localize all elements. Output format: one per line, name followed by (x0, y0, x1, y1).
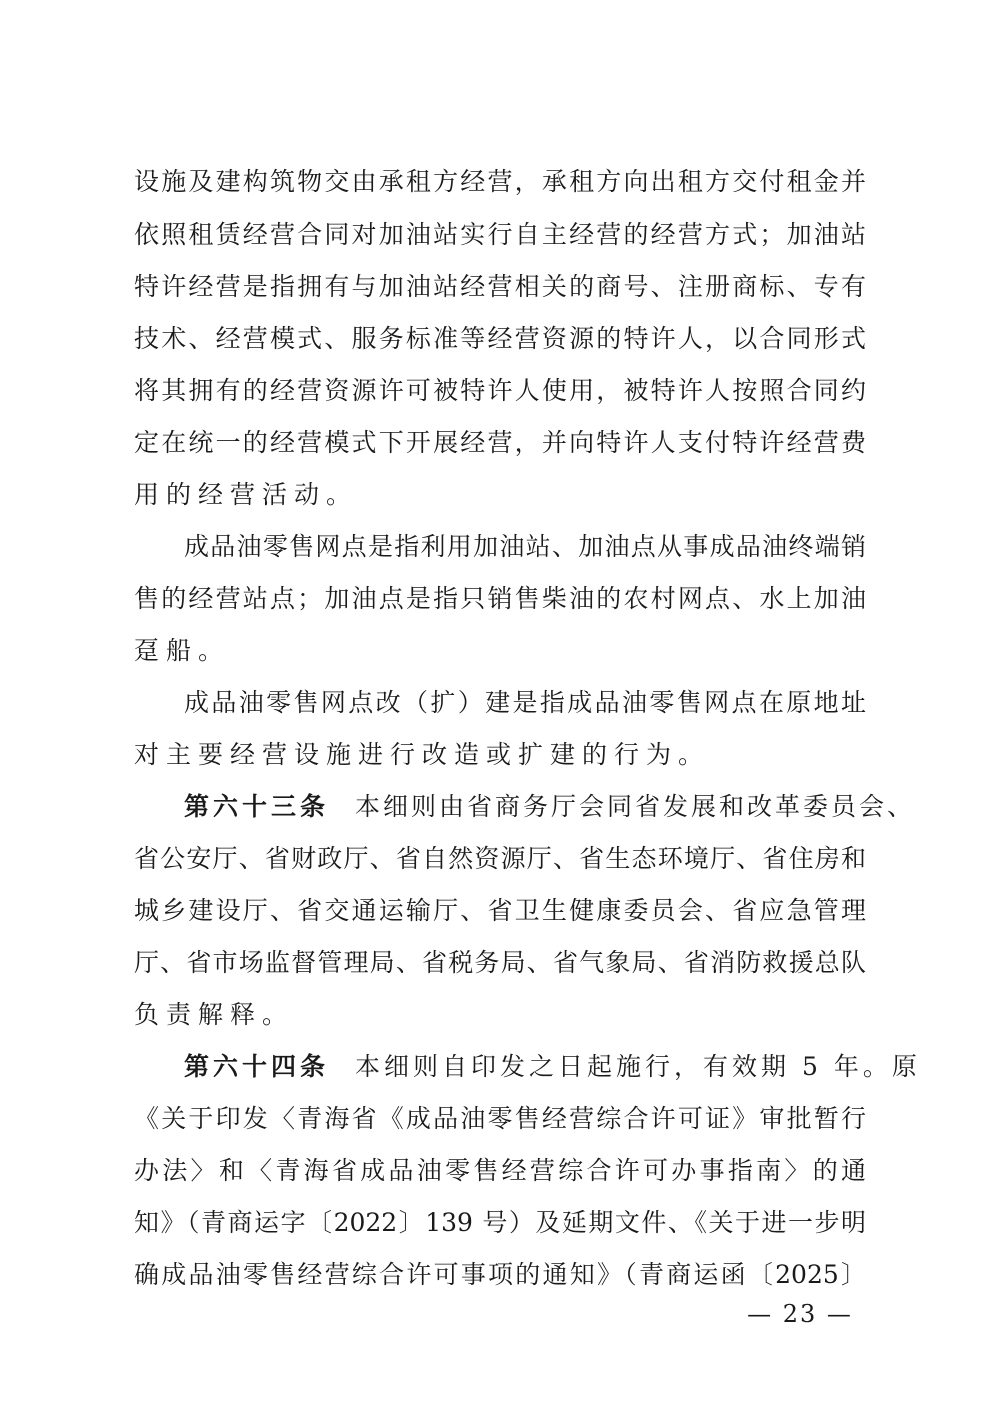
page-number: — 23 — (747, 1300, 853, 1328)
text-line: 办法〉和〈青海省成品油零售经营综合许可办事指南〉的通 (134, 1156, 866, 1185)
article-63-heading: 第六十三条 (184, 792, 330, 821)
text-line: 省公安厅、省财政厅、省自然资源厅、省生态环境厅、省住房和 (134, 844, 866, 873)
text-line: 成品油零售网点改（扩）建是指成品油零售网点在原地址 (184, 688, 866, 717)
text-line: 成品油零售网点是指利用加油站、加油点从事成品油终端销 (184, 532, 866, 561)
text-line: 趸船。 (134, 636, 231, 665)
text-line: 本细则由省商务厅会同省发展和改革委员会、 (355, 792, 916, 821)
text-line: 城乡建设厅、省交通运输厅、省卫生健康委员会、省应急管理 (134, 896, 866, 925)
text-line: 依照租赁经营合同对加油站实行自主经营的经营方式；加油站 (134, 220, 866, 249)
text-line: 将其拥有的经营资源许可被特许人使用，被特许人按照合同约 (134, 376, 866, 405)
text-line: 对主要经营设施进行改造或扩建的行为。 (134, 740, 711, 769)
text-line: 特许经营是指拥有与加油站经营相关的商号、注册商标、专有 (134, 272, 866, 301)
text-line: 知》（青商运字〔2022〕139 号）及延期文件、《关于进一步明 (134, 1208, 866, 1237)
article-63-line (184, 785, 916, 829)
text-line: 厅、省市场监督管理局、省税务局、省气象局、省消防救援总队 (134, 948, 866, 977)
text-line: 用的经营活动。 (134, 480, 359, 509)
text-line: 确成品油零售经营综合许可事项的通知》（青商运函〔2025〕 (134, 1260, 866, 1289)
article-64-line (184, 1045, 921, 1089)
text-line: 技术、经营模式、服务标准等经营资源的特许人，以合同形式 (134, 324, 866, 353)
text-line: 本细则自印发之日起施行，有效期 5 年。原 (355, 1052, 921, 1081)
text-line: 负责解释。 (134, 1000, 295, 1029)
text-line: 设施及建构筑物交由承租方经营，承租方向出租方交付租金并 (134, 167, 866, 196)
article-64-heading: 第六十四条 (184, 1052, 330, 1081)
text-line: 《关于印发〈青海省《成品油零售经营综合许可证》审批暂行 (134, 1104, 866, 1133)
text-line: 定在统一的经营模式下开展经营，并向特许人支付特许经营费 (134, 428, 866, 457)
text-line: 售的经营站点；加油点是指只销售柴油的农村网点、水上加油 (134, 584, 866, 613)
